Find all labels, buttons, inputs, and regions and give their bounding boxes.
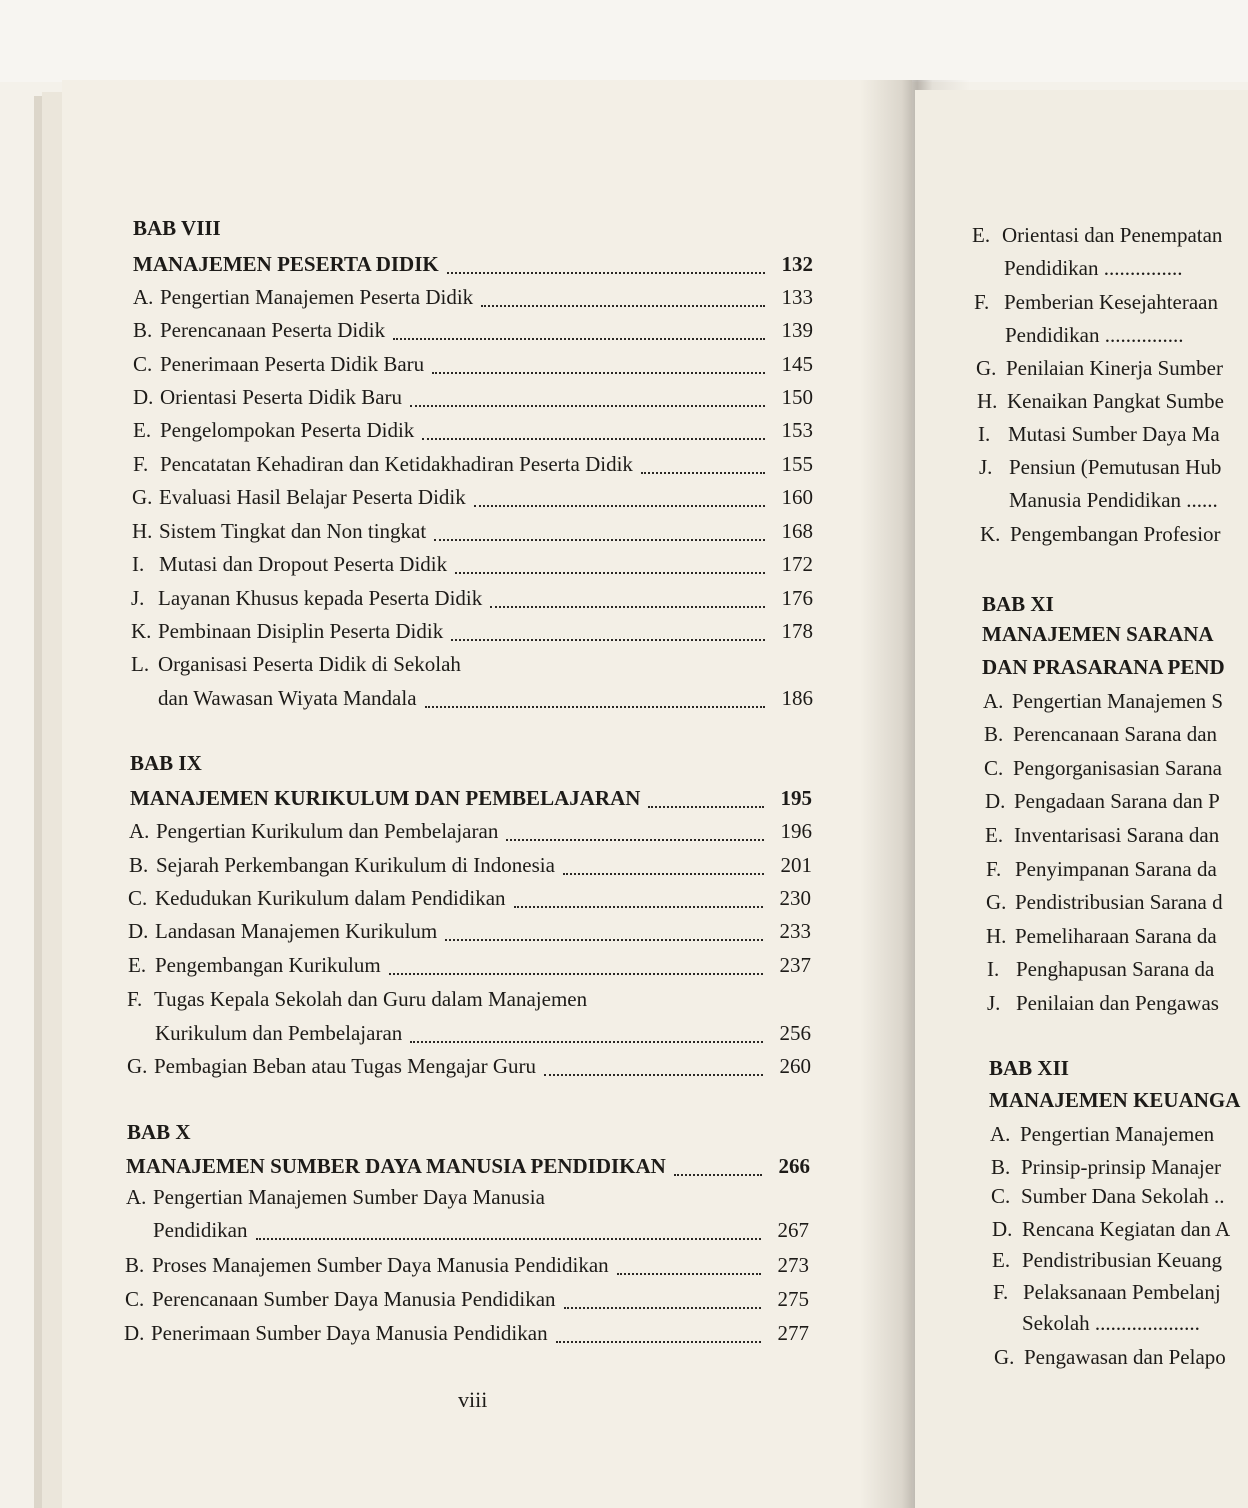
entry-letter: E. [985, 823, 1004, 847]
entry-text: Pengadaan Sarana dan P [1014, 789, 1220, 813]
page-number: 176 [781, 586, 813, 610]
entry-text: Pengembangan Profesior [1010, 522, 1221, 546]
entry-letter: I. [132, 552, 145, 576]
dot-leader [474, 501, 765, 507]
page-number: 160 [781, 485, 813, 509]
entry-text: Pendidikan ............... [1005, 323, 1184, 347]
entry-letter: A. [126, 1185, 147, 1209]
dot-leader [481, 301, 765, 307]
toc-entry [131, 586, 813, 614]
dot-leader [432, 368, 765, 374]
entry-letter: D. [124, 1321, 145, 1345]
dot-leader [563, 869, 764, 875]
entry-text: Sumber Dana Sekolah .. [1021, 1184, 1225, 1208]
entry-text: Pensiun (Pemutusan Hub [1009, 455, 1222, 479]
entry-text: Rencana Kegiatan dan A [1022, 1217, 1231, 1241]
toc-entry-continuation [155, 1021, 811, 1049]
toc-entry [977, 389, 1224, 417]
page-number: 153 [781, 418, 813, 442]
chapter-label: BAB XI [982, 592, 1054, 616]
entry-text: Pendistribusian Keuang [1022, 1248, 1223, 1272]
page-number: 196 [780, 819, 812, 843]
dot-leader [410, 1037, 763, 1043]
dot-leader [674, 1170, 762, 1176]
entry-letter: J. [979, 455, 993, 479]
entry-text: Pengembangan Kurikulum [155, 953, 381, 977]
toc-entry [133, 385, 813, 413]
dot-leader [544, 1070, 763, 1076]
entry-text: Pengertian Manajemen S [1012, 689, 1224, 713]
entry-letter: G. [994, 1345, 1015, 1369]
entry-letter: E. [992, 1248, 1011, 1272]
page-number: 230 [779, 886, 811, 910]
entry-text: Sistem Tingkat dan Non tingkat [159, 519, 427, 543]
entry-text: Pendistribusian Sarana d [1015, 890, 1223, 914]
entry-text: Evaluasi Hasil Belajar Peserta Didik [159, 485, 466, 509]
toc-entry [133, 318, 813, 346]
entry-letter: A. [129, 819, 150, 843]
toc-entry [984, 722, 1217, 750]
chapter-title: DAN PRASARANA PEND [982, 655, 1225, 679]
entry-letter: B. [991, 1155, 1011, 1179]
entry-text: Manusia Pendidikan ...... [1009, 488, 1218, 512]
entry-letter: G. [986, 890, 1007, 914]
entry-letter: F. [127, 987, 143, 1011]
chapter-label: BAB IX [130, 751, 202, 775]
toc-entry [976, 356, 1223, 384]
toc-entry [984, 756, 1222, 784]
page-number: 145 [781, 352, 813, 376]
toc-entry [987, 991, 1219, 1019]
page-number: 275 [777, 1287, 809, 1311]
entry-letter: D. [992, 1217, 1013, 1241]
toc-entry-continuation [1022, 1311, 1200, 1339]
entry-text: Orientasi dan Penempatan [1002, 223, 1223, 247]
entry-letter: F. [133, 452, 149, 476]
entry-text: Penerimaan Sumber Daya Manusia Pendidikan [151, 1321, 548, 1345]
page-number: 256 [779, 1021, 811, 1045]
toc-entry [993, 1280, 1221, 1308]
toc-entry [979, 455, 1221, 483]
chapter-title: MANAJEMEN PESERTA DIDIK [133, 252, 439, 276]
entry-text: Perencanaan Sumber Daya Manusia Pendidikan [152, 1287, 556, 1311]
toc-entry [133, 418, 813, 446]
toc-entry [992, 1248, 1222, 1276]
dot-leader [455, 568, 765, 574]
entry-text: Pencatatan Kehadiran dan Ketidakhadiran Peserta Didik [160, 452, 633, 476]
entry-letter: B. [129, 853, 149, 877]
dot-leader [410, 401, 765, 407]
entry-text: Kenaikan Pangkat Sumbe [1007, 389, 1224, 413]
chapter-title: MANAJEMEN SARANA [982, 622, 1214, 646]
entry-letter: J. [131, 586, 145, 610]
toc-entry [994, 1345, 1226, 1373]
toc-entry [986, 890, 1223, 918]
chapter-label: BAB XII [989, 1056, 1069, 1080]
entry-letter: B. [133, 318, 153, 342]
entry-text: Pengawasan dan Pelapo [1024, 1345, 1226, 1369]
toc-entry [126, 1185, 545, 1213]
toc-entry [131, 652, 461, 680]
entry-text: Inventarisasi Sarana dan [1014, 823, 1220, 847]
toc-entry [980, 522, 1221, 550]
entry-text: Penerimaan Peserta Didik Baru [160, 352, 425, 376]
toc-entry [991, 1155, 1221, 1183]
dot-leader [447, 268, 765, 274]
dot-leader [451, 635, 765, 641]
entry-letter: C. [991, 1184, 1011, 1208]
toc-entry [974, 290, 1218, 318]
page-number: 273 [777, 1253, 809, 1277]
page-number: 172 [781, 552, 813, 576]
toc-entry [128, 886, 811, 914]
entry-letter: D. [133, 385, 154, 409]
toc-entry [125, 1287, 809, 1315]
chapter-title: MANAJEMEN SUMBER DAYA MANUSIA PENDIDIKAN [126, 1154, 666, 1178]
toc-entry [978, 422, 1220, 450]
entry-letter: F. [993, 1280, 1009, 1304]
entry-letter: A. [983, 689, 1004, 713]
entry-text: Penilaian Kinerja Sumber [1006, 356, 1223, 380]
page-number: 178 [781, 619, 813, 643]
entry-text: Kedudukan Kurikulum dalam Pendidikan [155, 886, 506, 910]
entry-letter: F. [974, 290, 990, 314]
entry-text: Kurikulum dan Pembelajaran [155, 1021, 403, 1045]
entry-letter: C. [125, 1287, 145, 1311]
entry-text: Pembagian Beban atau Tugas Mengajar Guru [154, 1054, 537, 1078]
entry-text: Pelaksanaan Pembelanj [1023, 1280, 1221, 1304]
entry-letter: K. [131, 619, 152, 643]
entry-letter: G. [976, 356, 997, 380]
chapter-title-row [126, 1154, 810, 1182]
entry-letter: D. [128, 919, 149, 943]
page-number: 139 [781, 318, 813, 342]
entry-letter: C. [133, 352, 153, 376]
dot-leader [422, 434, 765, 440]
toc-entry-continuation [1005, 323, 1184, 351]
entry-text: Prinsip-prinsip Manajer [1021, 1155, 1222, 1179]
chapter-title: MANAJEMEN KEUANGA [989, 1088, 1241, 1112]
entry-letter: H. [986, 924, 1007, 948]
page-number: 267 [777, 1218, 809, 1242]
toc-entry [129, 819, 812, 847]
chapter-title-row [130, 786, 812, 814]
dot-leader [564, 1303, 761, 1309]
entry-letter: G. [132, 485, 153, 509]
dot-leader [425, 702, 765, 708]
page-number: 201 [780, 853, 812, 877]
toc-entry [128, 953, 811, 981]
entry-text: Tugas Kepala Sekolah dan Guru dalam Manajemen [154, 987, 588, 1011]
entry-text: Orientasi Peserta Didik Baru [160, 385, 403, 409]
toc-entry [983, 689, 1223, 717]
page-number: 133 [781, 285, 813, 309]
entry-letter: D. [985, 789, 1006, 813]
entry-text: Proses Manajemen Sumber Daya Manusia Pendidikan [152, 1253, 609, 1277]
entry-text: Pengertian Manajemen Peserta Didik [160, 285, 474, 309]
dot-leader [648, 802, 764, 808]
entry-text: Sekolah .................... [1022, 1311, 1200, 1335]
toc-entry [985, 789, 1220, 817]
toc-entry [985, 823, 1219, 851]
entry-text: Pemeliharaan Sarana da [1015, 924, 1217, 948]
entry-text: Layanan Khusus kepada Peserta Didik [158, 586, 483, 610]
page-number: 266 [778, 1154, 810, 1178]
toc-entry-continuation [1009, 488, 1218, 516]
toc-entry [133, 452, 813, 480]
chapter-label: BAB VIII [133, 216, 221, 240]
entry-letter: H. [977, 389, 998, 413]
toc-entry [124, 1321, 809, 1349]
page-number: 150 [781, 385, 813, 409]
entry-text: Mutasi dan Dropout Peserta Didik [159, 552, 448, 576]
dot-leader [556, 1337, 761, 1343]
entry-letter: L. [131, 652, 150, 676]
entry-text: Perencanaan Peserta Didik [160, 318, 386, 342]
page-number: 237 [779, 953, 811, 977]
page-folio: viii [458, 1387, 488, 1412]
entry-letter: K. [980, 522, 1001, 546]
entry-letter: B. [984, 722, 1004, 746]
toc-entry [127, 1054, 811, 1082]
entry-text: Pengertian Kurikulum dan Pembelajaran [156, 819, 499, 843]
entry-text: Pembinaan Disiplin Peserta Didik [158, 619, 444, 643]
entry-text: Pendidikan ............... [1004, 256, 1183, 280]
dot-leader [445, 935, 763, 941]
entry-text: Penghapusan Sarana da [1016, 957, 1215, 981]
toc-entry-continuation [153, 1218, 809, 1246]
entry-letter: A. [133, 285, 154, 309]
toc-entry-continuation [1004, 256, 1183, 284]
entry-text: dan Wawasan Wiyata Mandala [158, 686, 417, 710]
entry-letter: I. [987, 957, 1000, 981]
entry-letter: F. [986, 857, 1002, 881]
entry-letter: G. [127, 1054, 148, 1078]
toc-entry [125, 1253, 809, 1281]
page-number: 277 [777, 1321, 809, 1345]
entry-letter: E. [128, 953, 147, 977]
toc-entry [972, 223, 1222, 251]
entry-letter: C. [128, 886, 148, 910]
entry-text: Mutasi Sumber Daya Ma [1008, 422, 1220, 446]
entry-letter: H. [132, 519, 153, 543]
page-number: 155 [781, 452, 813, 476]
toc-entry [986, 857, 1217, 885]
page-number: 168 [781, 519, 813, 543]
dot-leader [506, 835, 764, 841]
entry-text: Pengertian Manajemen [1020, 1122, 1215, 1146]
page-number: 132 [781, 252, 813, 276]
toc-entry-continuation [158, 686, 813, 714]
toc-entry [990, 1122, 1214, 1150]
entry-text: Perencanaan Sarana dan [1013, 722, 1218, 746]
toc-entry [128, 919, 811, 947]
entry-text: Pendidikan [153, 1218, 248, 1242]
dot-leader [617, 1269, 761, 1275]
entry-text: Pengelompokan Peserta Didik [160, 418, 415, 442]
toc-entry [986, 924, 1217, 952]
toc-entry [991, 1184, 1225, 1212]
dot-leader [393, 334, 765, 340]
toc-entry [987, 957, 1214, 985]
dot-leader [490, 602, 765, 608]
entry-letter: I. [978, 422, 991, 446]
chapter-label: BAB X [127, 1120, 191, 1144]
scan-background [0, 0, 1248, 82]
entry-letter: E. [133, 418, 152, 442]
dot-leader [641, 468, 765, 474]
toc-entry [992, 1217, 1230, 1245]
toc-entry [131, 619, 813, 647]
entry-text: Organisasi Peserta Didik di Sekolah [158, 652, 461, 676]
page-number: 233 [779, 919, 811, 943]
toc-entry [132, 485, 813, 513]
dot-leader [514, 902, 763, 908]
dot-leader [256, 1234, 762, 1240]
dot-leader [434, 535, 765, 541]
dot-leader [389, 969, 763, 975]
entry-letter: J. [987, 991, 1001, 1015]
entry-letter: A. [990, 1122, 1011, 1146]
chapter-title: MANAJEMEN KURIKULUM DAN PEMBELAJARAN [130, 786, 641, 810]
chapter-title-row [133, 252, 813, 280]
entry-text: Penilaian dan Pengawas [1016, 991, 1219, 1015]
toc-entry [132, 519, 813, 547]
entry-text: Landasan Manajemen Kurikulum [155, 919, 438, 943]
entry-letter: E. [972, 223, 991, 247]
page-number: 186 [781, 686, 813, 710]
toc-entry [127, 987, 587, 1015]
entry-text: Sejarah Perkembangan Kurikulum di Indonesia [156, 853, 555, 877]
entry-text: Pemberian Kesejahteraan [1004, 290, 1218, 314]
page-number: 195 [780, 786, 812, 810]
entry-letter: C. [984, 756, 1004, 780]
entry-text: Pengorganisasian Sarana [1013, 756, 1222, 780]
toc-entry [133, 285, 813, 313]
entry-text: Penyimpanan Sarana da [1015, 857, 1217, 881]
toc-entry [129, 853, 812, 881]
toc-entry [133, 352, 813, 380]
entry-text: Pengertian Manajemen Sumber Daya Manusia [153, 1185, 545, 1209]
page-number: 260 [779, 1054, 811, 1078]
entry-letter: B. [125, 1253, 145, 1277]
toc-entry [132, 552, 813, 580]
